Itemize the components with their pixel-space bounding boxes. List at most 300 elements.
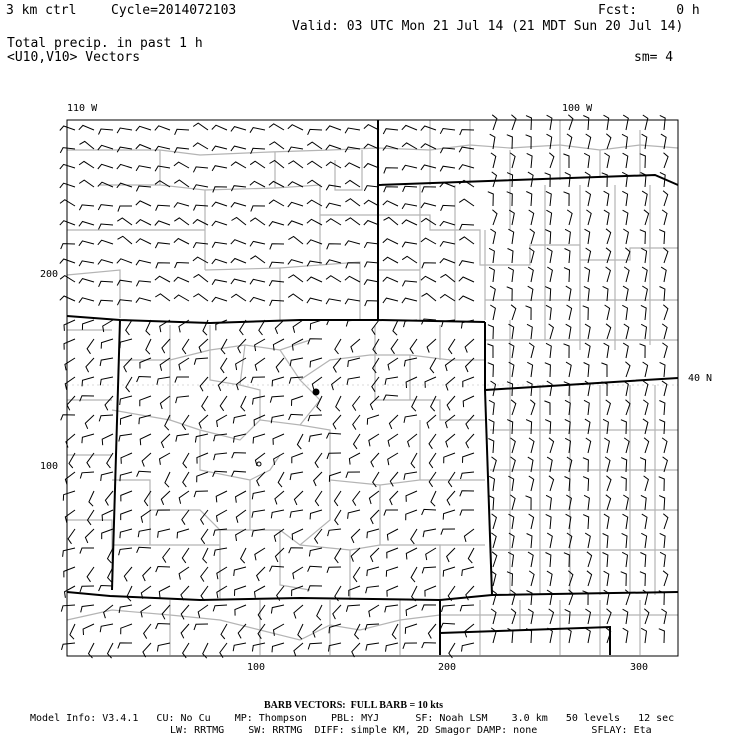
wind-barb bbox=[201, 567, 208, 582]
wind-barb bbox=[567, 210, 572, 225]
wind-barb bbox=[511, 305, 516, 320]
wind-barb bbox=[526, 306, 532, 320]
wind-barb bbox=[120, 415, 132, 425]
wind-barb bbox=[386, 567, 398, 577]
wind-barb bbox=[294, 643, 303, 656]
wind-barb bbox=[440, 275, 455, 283]
wind-barb bbox=[423, 529, 436, 537]
wind-barb bbox=[547, 248, 552, 263]
wind-barb bbox=[510, 590, 515, 605]
wind-barb bbox=[197, 453, 208, 464]
wind-barb bbox=[220, 643, 227, 658]
wind-barb bbox=[82, 320, 94, 330]
wind-barb bbox=[389, 415, 398, 429]
wind-barb bbox=[586, 134, 591, 149]
wind-barb bbox=[387, 529, 398, 541]
wind-barb bbox=[406, 548, 417, 559]
wind-barb bbox=[404, 415, 417, 423]
wind-barb bbox=[604, 210, 609, 225]
wind-barb bbox=[174, 295, 189, 301]
wind-barb bbox=[193, 220, 208, 226]
wind-barb bbox=[292, 396, 304, 406]
wind-barb bbox=[136, 126, 151, 131]
wind-barb bbox=[511, 400, 516, 415]
wind-barb bbox=[641, 495, 646, 510]
wind-barb bbox=[270, 396, 284, 403]
wind-barb bbox=[430, 358, 436, 373]
wind-barb bbox=[549, 438, 554, 453]
wind-barb bbox=[121, 624, 132, 634]
model-info-line2: LW: RRTMG SW: RRTMG DIFF: simple KM, 2D Smagor DAMP: none SFLAY: Eta bbox=[170, 725, 652, 736]
wind-barb bbox=[489, 267, 494, 282]
wind-barb bbox=[606, 324, 611, 339]
wind-barb bbox=[385, 605, 398, 612]
wind-barb bbox=[546, 553, 551, 568]
wind-barb bbox=[492, 115, 497, 130]
wind-barb bbox=[527, 381, 532, 396]
wind-barb bbox=[290, 472, 303, 480]
wind-barb bbox=[85, 415, 94, 429]
wind-barb bbox=[384, 168, 398, 174]
x-tick-100: 100 bbox=[247, 662, 266, 673]
wind-barb bbox=[155, 243, 170, 248]
wind-barb bbox=[529, 438, 534, 453]
wind-barb bbox=[583, 116, 589, 131]
wind-barb bbox=[663, 191, 668, 206]
wind-barb bbox=[289, 548, 303, 554]
wind-barb bbox=[271, 605, 284, 614]
wind-barb bbox=[602, 173, 608, 187]
wind-barb bbox=[345, 180, 360, 187]
wind-barb bbox=[366, 643, 379, 651]
wind-barb bbox=[217, 586, 227, 598]
wind-barb bbox=[602, 382, 608, 396]
wind-barb bbox=[326, 203, 341, 208]
wind-barb bbox=[121, 491, 132, 501]
wind-barb bbox=[492, 552, 497, 567]
wind-barb bbox=[440, 242, 455, 247]
wind-barb bbox=[353, 396, 360, 411]
wind-barb bbox=[390, 491, 398, 505]
wind-barb bbox=[87, 567, 94, 582]
wind-barb bbox=[288, 221, 303, 226]
wind-barb bbox=[662, 381, 667, 396]
wind-barb bbox=[659, 401, 665, 416]
wind-barb bbox=[326, 299, 341, 304]
wind-barb bbox=[402, 298, 417, 303]
wind-barb bbox=[352, 643, 360, 657]
wind-barb bbox=[623, 495, 628, 510]
wind-barb bbox=[140, 434, 151, 445]
wind-barb bbox=[489, 419, 494, 434]
wind-barb bbox=[489, 400, 494, 415]
wind-barb bbox=[308, 339, 322, 345]
wind-barb bbox=[351, 529, 360, 543]
wind-barb bbox=[288, 294, 303, 301]
wind-barb bbox=[174, 162, 189, 168]
wind-barb bbox=[348, 510, 360, 519]
wind-barb bbox=[459, 277, 474, 282]
wind-barb bbox=[99, 586, 113, 592]
wind-barb bbox=[364, 125, 379, 130]
wind-barb bbox=[308, 415, 322, 421]
wind-barb bbox=[198, 605, 208, 618]
wind-barb bbox=[335, 548, 341, 563]
wind-barb bbox=[177, 529, 189, 538]
wind-barb bbox=[354, 434, 361, 449]
wind-barb bbox=[544, 401, 550, 415]
wind-barb bbox=[546, 343, 551, 358]
wind-barb bbox=[333, 415, 341, 429]
wind-barb bbox=[364, 200, 379, 206]
wind-barb bbox=[366, 586, 379, 593]
wind-barb bbox=[566, 362, 571, 377]
wind-barb bbox=[606, 134, 611, 149]
wind-barb bbox=[641, 248, 646, 263]
wind-barb bbox=[201, 586, 208, 601]
wind-barb bbox=[345, 276, 360, 282]
wind-barb bbox=[174, 218, 189, 225]
wind-barb bbox=[332, 377, 341, 390]
wind-barb bbox=[421, 238, 436, 244]
wind-barb bbox=[269, 124, 284, 130]
wind-barb bbox=[508, 229, 513, 244]
wind-barb bbox=[529, 514, 534, 529]
wind-barb bbox=[585, 628, 590, 643]
wind-barb bbox=[270, 300, 284, 306]
wind-barb bbox=[587, 571, 592, 586]
wind-barb bbox=[269, 181, 284, 187]
wind-barb bbox=[421, 276, 436, 282]
wind-barb bbox=[549, 609, 554, 624]
wind-barbs bbox=[60, 115, 668, 658]
wind-barb bbox=[607, 609, 612, 624]
wind-barb bbox=[346, 605, 360, 612]
wind-barb bbox=[408, 434, 417, 447]
wind-barb bbox=[388, 434, 398, 447]
wind-barb bbox=[429, 453, 436, 468]
wind-barb bbox=[510, 495, 515, 510]
wind-barb bbox=[83, 624, 94, 635]
wind-barb bbox=[270, 262, 285, 268]
wind-barb bbox=[387, 548, 398, 558]
wind-barb bbox=[642, 191, 647, 206]
wind-barb bbox=[623, 153, 628, 168]
wind-barb bbox=[640, 553, 645, 568]
wind-barb bbox=[527, 591, 533, 606]
wind-barb bbox=[64, 339, 75, 350]
wind-barb bbox=[583, 477, 589, 491]
wind-barb bbox=[217, 415, 227, 427]
wind-barb bbox=[175, 129, 189, 135]
wind-barb bbox=[250, 161, 265, 168]
ne-ks-border bbox=[485, 322, 678, 390]
wind-barb bbox=[136, 220, 151, 225]
wind-barb bbox=[327, 567, 341, 573]
wind-barb bbox=[105, 491, 113, 506]
wind-barb bbox=[422, 293, 437, 301]
wind-barb bbox=[193, 123, 208, 130]
wind-barb bbox=[181, 586, 189, 600]
wind-barb bbox=[193, 243, 208, 248]
wind-barb bbox=[565, 229, 570, 244]
wind-barb bbox=[663, 248, 668, 263]
wind-barb bbox=[179, 491, 189, 504]
wind-barb bbox=[212, 259, 227, 264]
wind-barb bbox=[491, 609, 496, 624]
wind-barb bbox=[349, 453, 360, 465]
wind-barb bbox=[412, 396, 417, 411]
wind-barb bbox=[388, 358, 398, 370]
wind-barb bbox=[547, 590, 552, 605]
wind-barb bbox=[255, 358, 265, 371]
wind-barb bbox=[236, 510, 246, 523]
wind-barb bbox=[310, 510, 322, 519]
wind-barb bbox=[446, 434, 455, 447]
wind-barb bbox=[405, 624, 417, 634]
wind-barb bbox=[640, 154, 646, 168]
wind-barb bbox=[447, 491, 455, 505]
wind-barb bbox=[160, 396, 170, 409]
wind-barb bbox=[659, 420, 664, 434]
wind-barb bbox=[63, 491, 75, 501]
wind-barb bbox=[288, 161, 303, 168]
wind-barb bbox=[155, 181, 170, 187]
wind-barb bbox=[566, 324, 571, 339]
wind-barb bbox=[136, 166, 151, 171]
wind-barb bbox=[194, 491, 208, 497]
wind-barb bbox=[308, 643, 322, 649]
wind-barb bbox=[294, 491, 303, 505]
wind-barb bbox=[604, 438, 609, 453]
wind-barb bbox=[641, 305, 646, 320]
wind-barb bbox=[444, 453, 455, 463]
wind-barb bbox=[364, 186, 379, 191]
wind-barb bbox=[212, 280, 227, 285]
wind-barb bbox=[364, 280, 379, 285]
wind-barb bbox=[459, 165, 474, 170]
wind-barb bbox=[371, 453, 379, 467]
x-tick-200: 200 bbox=[438, 662, 457, 673]
wind-barb bbox=[488, 363, 494, 377]
wind-barb bbox=[326, 126, 341, 131]
wind-barb bbox=[252, 510, 265, 518]
wind-barb bbox=[156, 510, 170, 516]
wind-barb bbox=[194, 205, 209, 210]
wind-barb bbox=[640, 572, 646, 586]
wind-barb bbox=[351, 339, 360, 352]
wind-barb bbox=[65, 358, 75, 370]
wind-barb bbox=[587, 552, 592, 567]
wind-barb bbox=[292, 453, 303, 463]
wind-barb bbox=[462, 643, 475, 652]
wind-barb bbox=[137, 377, 151, 383]
wind-barb bbox=[200, 377, 208, 391]
wind-barb bbox=[549, 324, 554, 339]
forecast-hour: Fcst: 0 h bbox=[598, 3, 700, 18]
wind-barb bbox=[586, 248, 591, 263]
wind-barb bbox=[307, 161, 322, 168]
wind-barb bbox=[421, 165, 436, 170]
wind-barb bbox=[315, 453, 322, 468]
wind-barb bbox=[155, 166, 170, 171]
wind-barb bbox=[564, 268, 570, 282]
wind-barb bbox=[406, 377, 417, 388]
wind-barb bbox=[175, 263, 189, 269]
wind-barb bbox=[155, 294, 170, 301]
wind-barb bbox=[121, 510, 132, 520]
wind-barb bbox=[508, 552, 513, 567]
wind-barb bbox=[569, 590, 574, 605]
station-marker bbox=[257, 462, 261, 466]
wind-barb bbox=[564, 553, 570, 567]
wind-barb bbox=[220, 396, 227, 411]
wind-barb bbox=[530, 229, 535, 244]
wind-barb bbox=[565, 249, 571, 264]
wind-barb bbox=[509, 324, 514, 339]
wind-barb bbox=[136, 260, 151, 265]
wind-barb bbox=[443, 510, 455, 520]
wind-barb bbox=[528, 286, 533, 301]
wind-barb bbox=[642, 267, 647, 282]
wind-barb bbox=[603, 534, 608, 549]
wind-barb bbox=[422, 263, 436, 269]
wind-barb bbox=[194, 275, 209, 283]
wind-barb bbox=[442, 605, 456, 612]
wind-barb bbox=[165, 472, 170, 487]
wind-barb bbox=[411, 529, 417, 544]
wind-barb bbox=[326, 162, 341, 168]
wind-barb bbox=[490, 286, 495, 301]
wind-barb bbox=[529, 571, 534, 586]
wind-barb bbox=[428, 624, 436, 639]
wind-barb bbox=[547, 115, 552, 130]
wind-barb bbox=[141, 605, 151, 617]
wind-barb bbox=[463, 396, 474, 407]
wind-barb bbox=[385, 377, 398, 385]
wind-barb bbox=[85, 529, 94, 543]
wind-barb bbox=[549, 476, 554, 491]
wind-barb bbox=[584, 363, 589, 378]
wind-barb bbox=[117, 128, 132, 133]
wind-barb bbox=[327, 453, 341, 459]
wind-barb bbox=[272, 643, 284, 652]
wind-barb bbox=[431, 396, 436, 411]
wind-barb bbox=[529, 343, 534, 358]
wind-barb bbox=[606, 495, 611, 510]
wind-barb bbox=[79, 279, 94, 284]
wind-barb bbox=[403, 643, 417, 649]
wind-barb bbox=[643, 400, 648, 415]
field-title-vectors: <U10,V10> Vectors bbox=[7, 50, 141, 65]
wind-barb bbox=[99, 224, 114, 229]
wind-barb bbox=[182, 510, 189, 525]
wind-barb bbox=[61, 244, 75, 250]
wind-barb bbox=[527, 324, 532, 339]
wind-barb bbox=[288, 202, 303, 207]
wind-barb bbox=[157, 643, 170, 652]
wind-barb bbox=[566, 495, 571, 510]
wind-barb bbox=[526, 192, 532, 207]
wind-barb bbox=[606, 476, 611, 491]
wind-barb bbox=[231, 259, 246, 264]
wind-barb bbox=[80, 548, 94, 554]
wind-barb bbox=[547, 571, 552, 586]
wind-barb bbox=[402, 204, 417, 209]
wind-barb bbox=[61, 605, 75, 612]
wind-barb bbox=[182, 548, 189, 563]
wind-barb bbox=[623, 628, 628, 643]
wind-barb bbox=[345, 218, 360, 225]
wind-barb bbox=[333, 358, 341, 373]
wind-barb bbox=[384, 510, 398, 516]
wind-barb bbox=[117, 164, 132, 169]
wind-barb bbox=[604, 115, 609, 130]
wind-barb bbox=[175, 377, 189, 383]
wind-barb bbox=[626, 400, 631, 415]
wind-barb bbox=[251, 206, 265, 212]
wind-barb bbox=[121, 453, 132, 464]
wind-barb bbox=[461, 472, 475, 479]
wind-barb bbox=[126, 320, 132, 335]
wind-barb bbox=[488, 439, 493, 454]
wind-barb bbox=[221, 339, 227, 354]
wind-barb bbox=[641, 628, 646, 643]
wind-barb bbox=[460, 510, 474, 516]
wind-barb bbox=[136, 186, 151, 191]
wind-barb bbox=[383, 201, 398, 206]
wind-barb bbox=[127, 586, 132, 601]
wind-barb bbox=[487, 344, 493, 358]
wind-barb bbox=[411, 453, 417, 468]
wind-barb bbox=[232, 453, 246, 459]
wind-barb bbox=[157, 377, 170, 385]
wind-barb bbox=[446, 377, 455, 391]
wind-barb bbox=[136, 281, 151, 286]
wind-barb bbox=[88, 510, 95, 525]
wind-barb bbox=[565, 477, 570, 492]
wind-barb bbox=[307, 277, 322, 282]
wind-barb bbox=[212, 221, 227, 226]
wind-barb bbox=[364, 243, 379, 248]
wind-barb bbox=[195, 434, 208, 443]
wind-barb bbox=[231, 203, 246, 208]
wind-barb bbox=[136, 145, 151, 150]
wind-barb bbox=[392, 624, 398, 639]
wind-barb bbox=[294, 605, 303, 619]
wind-barb bbox=[528, 552, 533, 567]
wind-barb bbox=[120, 339, 132, 348]
wind-barb bbox=[142, 453, 151, 467]
wind-barb bbox=[546, 210, 551, 225]
wind-barb bbox=[98, 240, 113, 245]
model-info-line1: Model Info: V3.4.1 CU: No Cu MP: Thompson PBL: MYJ SF: Noah LSM 3.0 km 50 levels 12 sec bbox=[30, 713, 675, 724]
wind-barb bbox=[440, 295, 455, 302]
wind-barb bbox=[273, 434, 284, 445]
wind-barb bbox=[427, 415, 436, 429]
wind-barb bbox=[510, 153, 515, 168]
wind-barb bbox=[661, 609, 666, 624]
wind-barb bbox=[98, 164, 113, 169]
wind-barb bbox=[232, 471, 247, 476]
wind-barb bbox=[307, 298, 322, 303]
wind-barb bbox=[250, 181, 265, 187]
wind-barb bbox=[236, 358, 246, 370]
wind-barb bbox=[447, 548, 455, 562]
wind-barb bbox=[64, 320, 75, 331]
wind-barb bbox=[643, 419, 648, 434]
wind-barb bbox=[460, 605, 474, 611]
